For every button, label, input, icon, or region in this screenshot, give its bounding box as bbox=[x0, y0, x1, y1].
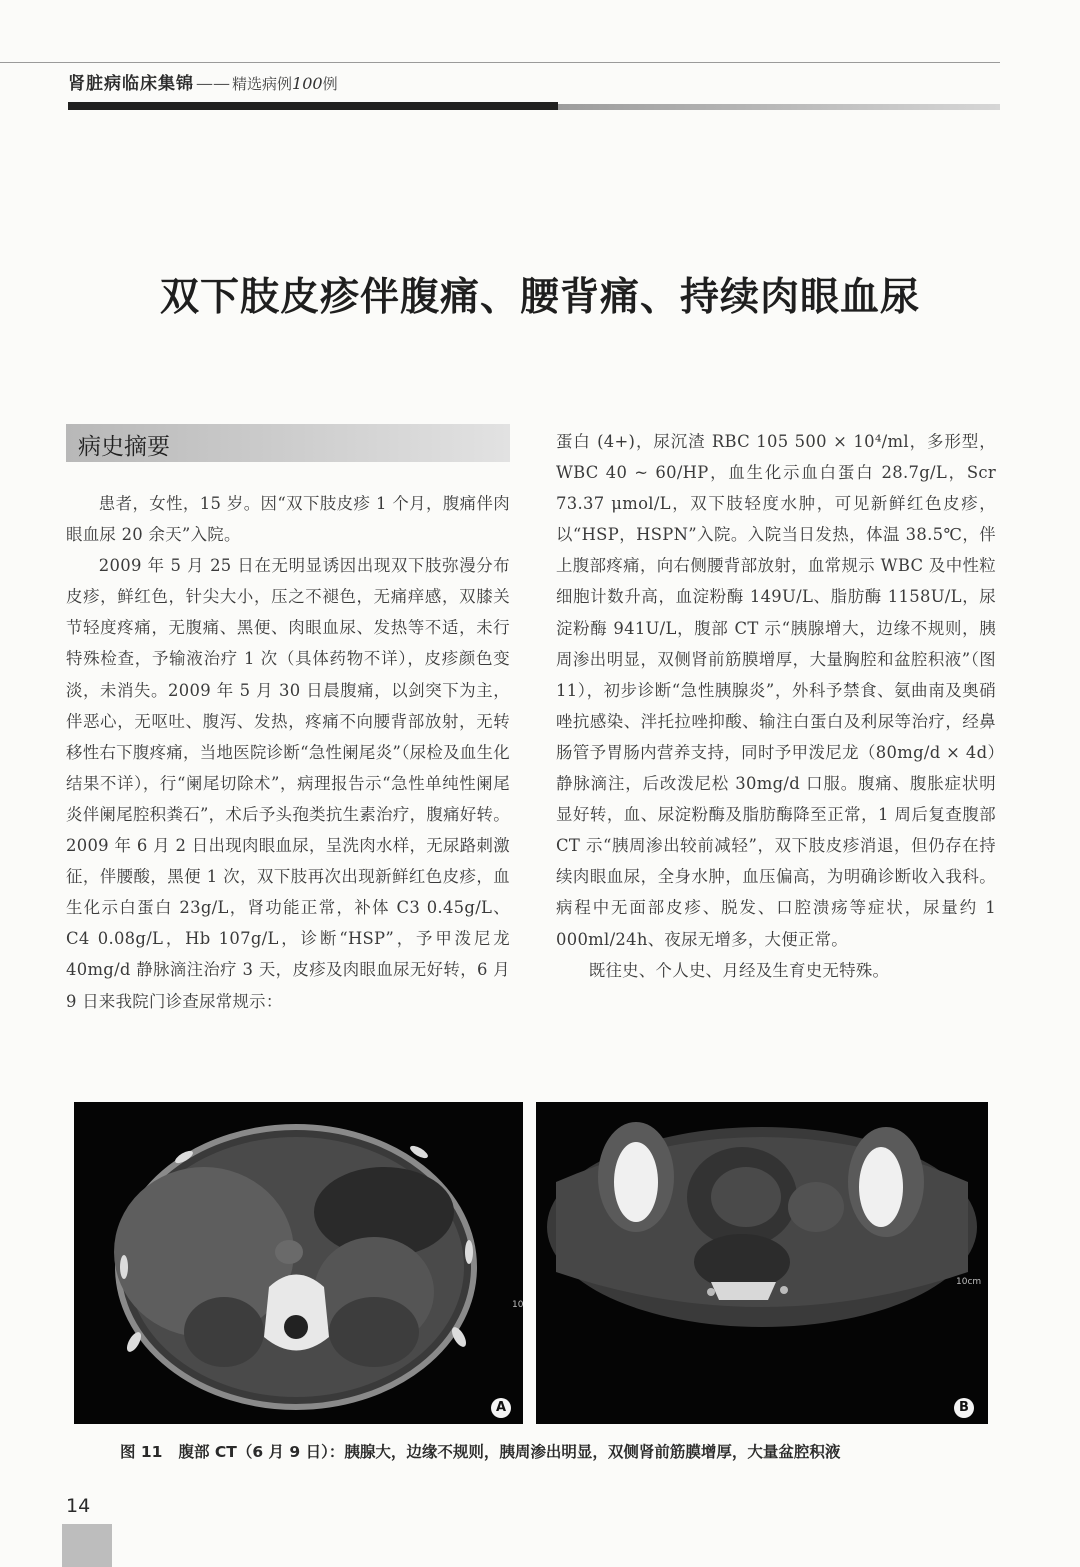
panel-label-b: B bbox=[954, 1398, 974, 1418]
header-separator: —— bbox=[196, 74, 230, 94]
header-bar-dark bbox=[68, 102, 558, 110]
article-title: 双下肢皮疹伴腹痛、腰背痛、持续肉眼血尿 bbox=[159, 274, 920, 320]
panel-label-a: A bbox=[491, 1398, 511, 1418]
footer-block bbox=[62, 1524, 112, 1567]
paragraph: 2009 年 5 月 25 日在无明显诱因出现双下肢弥漫分布皮疹，鲜红色，针尖大小，压之不褪色，无痛痒感，双膝关节轻度疼痛，无腹痛、黑便、肉眼血尿、发热等不适，未行特殊检查，予输液治疗 1 次（具体药物不详），皮疹颜色变淡，未消失。2009 年 5 月 30 日晨腹痛，以剑突下为主，伴恶心，无呕吐、腹泻、发热，疼痛不向腰背部放射，无转移性右下腹疼痛，当地医院诊断“急性阑尾炎”（尿检及血生化结果不详），行“阑尾切除术”，病理报告示“急性单纯性阑尾炎伴阑尾腔积粪石”，术后予头孢类抗生素治疗，腹痛好转。2009 年 6 月 2 日出现肉眼血尿，呈洗肉水样，无尿路刺激征，伴腰酸，黑便 1 次，双下肢再次出现新鲜红色皮疹，血生化示白蛋白 23g/L，肾功能正常，补体 C3 0.45g/L、C4 0.08g/L，Hb 107g/L，诊断“HSP”，予甲泼尼龙 40mg/d 静脉滴注治疗 3 天，皮疹及肉眼血尿无好转，6 月 9 日来我院门诊查尿常规示： bbox=[66, 556, 510, 1011]
body-column-left bbox=[66, 488, 510, 1017]
paragraph: 既往史、个人史、月经及生育史无特殊。 bbox=[588, 960, 890, 980]
book-suffix: 例 bbox=[322, 75, 338, 93]
ct-image-a bbox=[74, 1102, 523, 1424]
scale-label-b: 10cm bbox=[956, 1277, 982, 1287]
body-column-right bbox=[556, 426, 996, 986]
header-rule bbox=[0, 62, 1000, 63]
section-heading-box bbox=[66, 424, 510, 462]
ct-scan-abdomen bbox=[74, 1102, 523, 1424]
scale-label-a: 10 bbox=[512, 1300, 523, 1310]
book-subtitle: 精选病例 bbox=[232, 75, 293, 93]
running-head bbox=[68, 69, 338, 99]
page-number: 14 bbox=[66, 1495, 91, 1517]
figure-caption-label: 图 11 bbox=[120, 1443, 163, 1461]
paragraph: 患者，女性，15 岁。因“双下肢皮疹 1 个月，腹痛伴肉眼血尿 20 余天”入院。 bbox=[66, 494, 510, 545]
figure-caption-text: 腹部 CT（6 月 9 日）：胰腺大，边缘不规则，胰周渗出明显，双侧肾前筋膜增厚，大量盆腔积液 bbox=[178, 1443, 841, 1461]
book-number: 100 bbox=[292, 74, 323, 93]
header-bar-grey bbox=[558, 104, 1000, 110]
section-heading: 病史摘要 bbox=[78, 434, 170, 460]
paragraph: 蛋白 (4+)，尿沉渣 RBC 105 500 × 10⁴/ml，多形型，WBC 40 ~ 60/HP，血生化示血白蛋白 28.7g/L，Scr 73.37 μmol/L，双下肢轻度水肿，可见新鲜红色皮疹，以“HSP，HSPN”入院。入院当日发热，体温 38.5℃，伴上腹部疼痛，向右侧腰背部放射，血常规示 WBC 及中性粒细胞计数升高，血淀粉酶 149U/L、脂肪酶 1158U/L，尿淀粉酶 941U/L，腹部 CT 示“胰腺增大，边缘不规则，胰周渗出明显，双侧肾前筋膜增厚，大量胸腔和盆腔积液”（图 11），初步诊断“急性胰腺炎”，外科予禁食、氨曲南及奥硝唑抗感染、泮托拉唑抑酸、输注白蛋白及利尿等治疗，经鼻肠管予胃肠内营养支持，同时予甲泼尼龙（80mg/d × 4d）静脉滴注，后改泼尼松 30mg/d 口服。腹痛、腹胀症状明显好转，血、尿淀粉酶及脂肪酶降至正常，1 周后复查腹部 CT 示“胰周渗出较前减轻”，双下肢皮疹消退，但仍存在持续肉眼血尿，全身水肿，血压偏高，为明确诊断收入我科。病程中无面部皮疹、脱发、口腔溃疡等症状，尿量约 1 000ml/24h、夜尿无增多，大便正常。 bbox=[556, 432, 996, 949]
ct-scan-pelvis bbox=[536, 1102, 988, 1424]
ct-image-b bbox=[536, 1102, 988, 1424]
figure-caption bbox=[120, 1440, 840, 1462]
book-title: 肾脏病临床集锦 bbox=[68, 74, 194, 94]
